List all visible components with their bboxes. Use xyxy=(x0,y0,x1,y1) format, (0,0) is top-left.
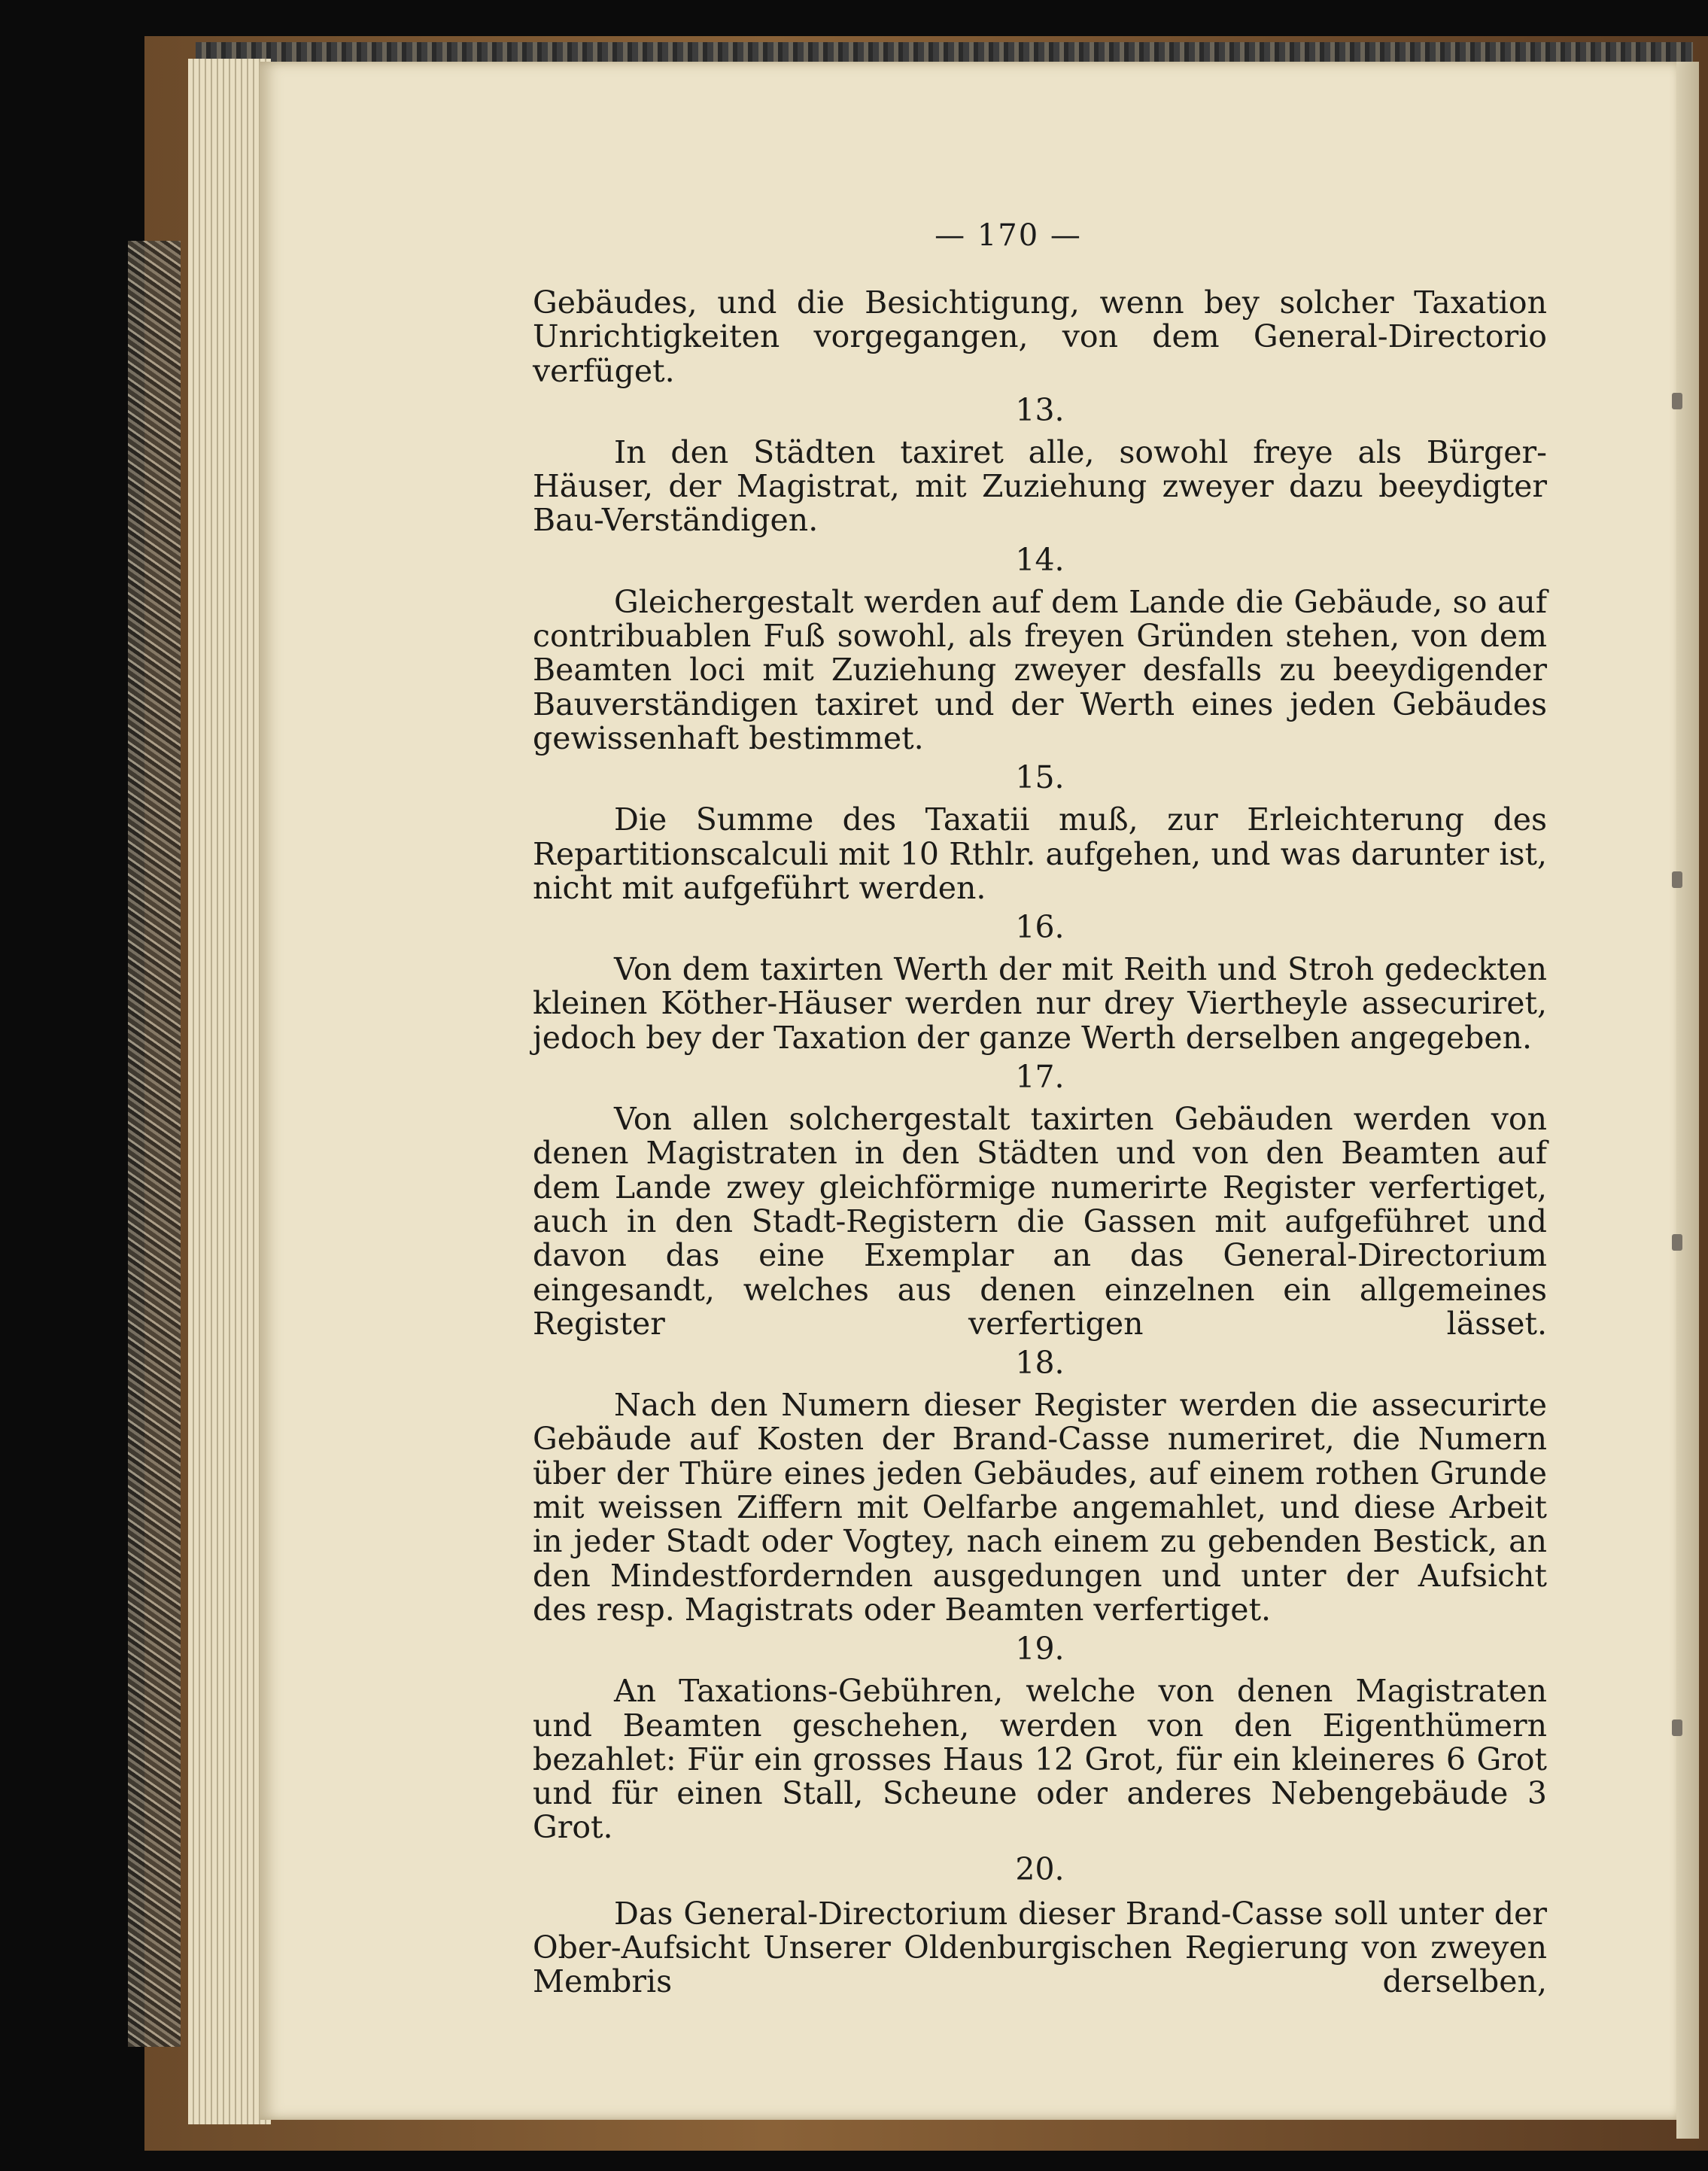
section-number-14: 14. xyxy=(1015,541,1065,578)
section-number-20: 20. xyxy=(1015,1850,1065,1887)
paragraph-continued: Gebäudes, und die Besichtigung, wenn bey solcher Taxation Unrichtigkeiten vorgegangen, von dem General-Directorio verfüget. xyxy=(533,284,1547,389)
page-tab-marker xyxy=(1672,393,1682,409)
section-number-19: 19. xyxy=(1015,1631,1065,1668)
paragraph-17: Von allen solchergestalt taxirten Gebäuden werden von denen Magistraten in den Städten und von den Beamten auf dem Lande zwey gleichförmige numerirte Register verfertiget, auch in den Stadt-Registern die Gassen mit aufgeführet und davon das eine Exemplar an das General-Directorium eingesandt, welches aus denen einzelnen ein allgemeines Register verfertigen lässet. xyxy=(533,1101,1547,1342)
section-number-17: 17. xyxy=(1015,1059,1065,1096)
paragraph-18: Nach den Numern dieser Register werden die assecurirte Gebäude auf Kosten der Brand-Casse numeriret, die Numern über der Thüre eines jeden Gebäudes, auf einem rothen Grunde mit weissen Ziffern mit Oelfarbe angemahlet, und diese Arbeit in jeder Stadt oder Vogtey, nach einem zu gebenden Bestick, an den Mindestfordernden ausgedungen und unter der Aufsicht des resp. Magistrats oder Beamten verfertiget. xyxy=(533,1387,1547,1628)
paragraph-16: Von dem taxirten Werth der mit Reith und Stroh gedeckten kleinen Köther-Häuser werden nur drey Viertheyle assecuriret, jedoch bey der Taxation der ganze Werth derselben angegeben. xyxy=(533,951,1547,1056)
page-right-edge xyxy=(1676,62,1699,2139)
section-number-16: 16. xyxy=(1015,909,1065,946)
section-number-13: 13. xyxy=(1015,391,1065,428)
paragraph-14: Gleichergestalt werden auf dem Lande die Gebäude, so auf contribuablen Fuß sowohl, als freyen Gründen stehen, von dem Beamten loci mit Zuziehung zweyer desfalls zu beeydigender Bauverständigen taxiret und der Werth eines jeden Gebäudes gewissenhaft bestimmet. xyxy=(533,583,1547,756)
paragraph-19: An Taxations-Gebühren, welche von denen Magistraten und Beamten geschehen, werden von den Eigenthümern bezahlet: Für ein grosses Haus 12 Grot, für ein kleineres 6 Grot und für einen Stall, Scheune oder anderes Nebengebäude 3 Grot. xyxy=(533,1673,1547,1846)
page-tab-marker xyxy=(1672,1234,1682,1251)
page-tab-marker xyxy=(1672,1719,1682,1736)
paragraph-15: Die Summe des Taxatii muß, zur Erleichterung des Repartitionscalculi mit 10 Rthlr. aufgehen, und was darunter ist, nicht mit aufgeführt werden. xyxy=(533,801,1547,906)
page-tab-marker xyxy=(1672,871,1682,888)
page-edges xyxy=(188,59,271,2124)
paragraph-13: In den Städten taxiret alle, sowohl freye als Bürger-Häuser, der Magistrat, mit Zuziehung zweyer dazu beeydigter Bau-Verständigen. xyxy=(533,433,1547,539)
page-number: — 170 — xyxy=(935,218,1082,253)
marbled-spine xyxy=(128,241,181,2047)
document-body xyxy=(533,286,1547,1999)
section-number-18: 18. xyxy=(1015,1345,1065,1382)
paragraph-20: Das General-Directorium dieser Brand-Casse soll unter der Ober-Aufsicht Unserer Oldenburgischen Regierung von zweyen Membris derselben, xyxy=(533,1895,1547,2000)
section-number-15: 15. xyxy=(1015,759,1065,796)
